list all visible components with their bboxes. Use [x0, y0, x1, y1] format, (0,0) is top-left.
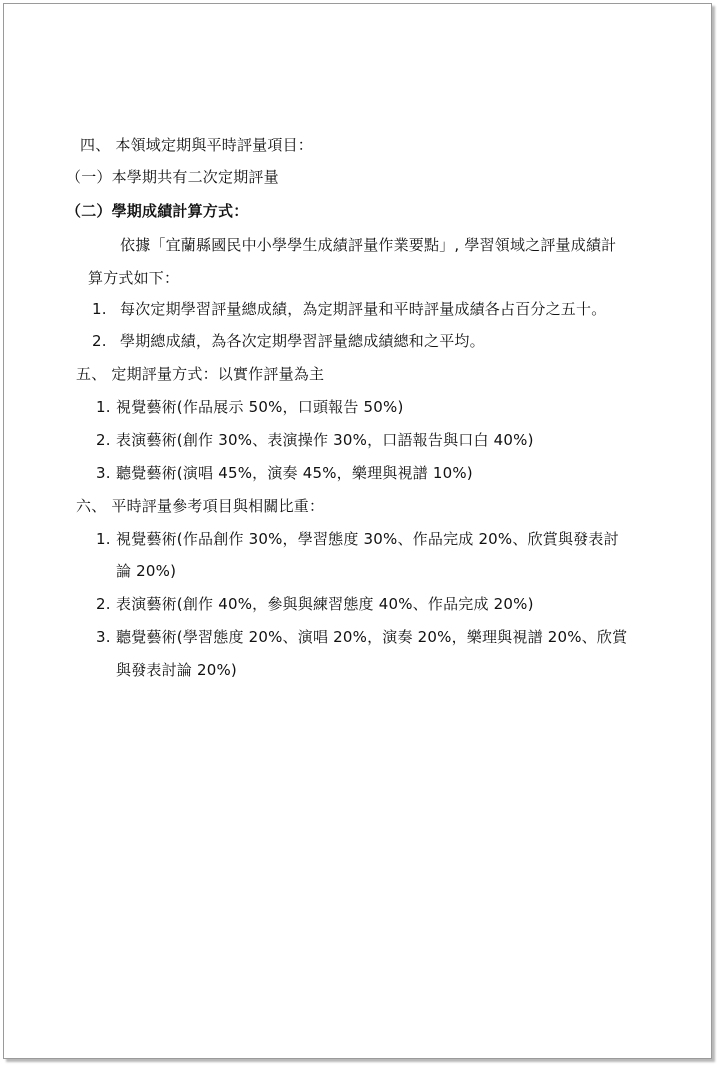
basis-paragraph-line-2: 算方式如下：	[88, 269, 180, 287]
s6-item-number: 2.	[96, 595, 111, 613]
s6-item-number: 1.	[96, 530, 111, 548]
s6-item-number: 3.	[96, 628, 111, 646]
s6-item-text: 表演藝術(創作 40%，參與與練習態度 40%、作品完成 20%)	[116, 595, 534, 613]
s6-item-text: 視覺藝術(作品創作 30%，學習態度 30%、作品完成 20%、欣賞與發表討	[116, 530, 619, 548]
section-5-heading: 五、 定期評量方式：以實作評量為主	[76, 365, 325, 383]
s6-item-text: 聽覺藝術(學習態度 20%、演唱 20%，演奏 20%，樂理與視譜 20%、欣賞	[116, 628, 628, 646]
document-page	[3, 3, 712, 1059]
s5-item-number: 1.	[96, 398, 111, 416]
calc-item-number: 2.	[92, 332, 107, 350]
basis-paragraph-line-1: 依據「宜蘭縣國民中小學學生成績評量作業要點」, 學習領域之評量成績計	[120, 236, 617, 254]
section-4-item-1: （一）本學期共有二次定期評量	[66, 168, 279, 186]
section-6-heading: 六、 平時評量參考項目與相關比重：	[76, 497, 325, 515]
s6-item-text-continued: 論 20%)	[116, 562, 177, 580]
s5-item-text: 聽覺藝術(演唱 45%，演奏 45%，樂理與視譜 10%)	[116, 464, 473, 482]
s5-item-number: 2.	[96, 431, 111, 449]
calc-item-text: 學期總成績，為各次定期學習評量總成績總和之平均。	[120, 332, 485, 350]
s5-item-text: 表演藝術(創作 30%、表演操作 30%，口語報告與口白 40%)	[116, 431, 534, 449]
s6-item-text-continued: 與發表討論 20%)	[116, 661, 237, 679]
section-4-heading: 四、 本領域定期與平時評量項目：	[80, 136, 313, 154]
calc-item-number: 1.	[92, 300, 107, 318]
section-4-item-2: （二）學期成績計算方式：	[66, 202, 249, 220]
s5-item-text: 視覺藝術(作品展示 50%，口頭報告 50%)	[116, 398, 404, 416]
s5-item-number: 3.	[96, 464, 111, 482]
calc-item-text: 每次定期學習評量總成績，為定期評量和平時評量成績各占百分之五十。	[120, 300, 607, 318]
